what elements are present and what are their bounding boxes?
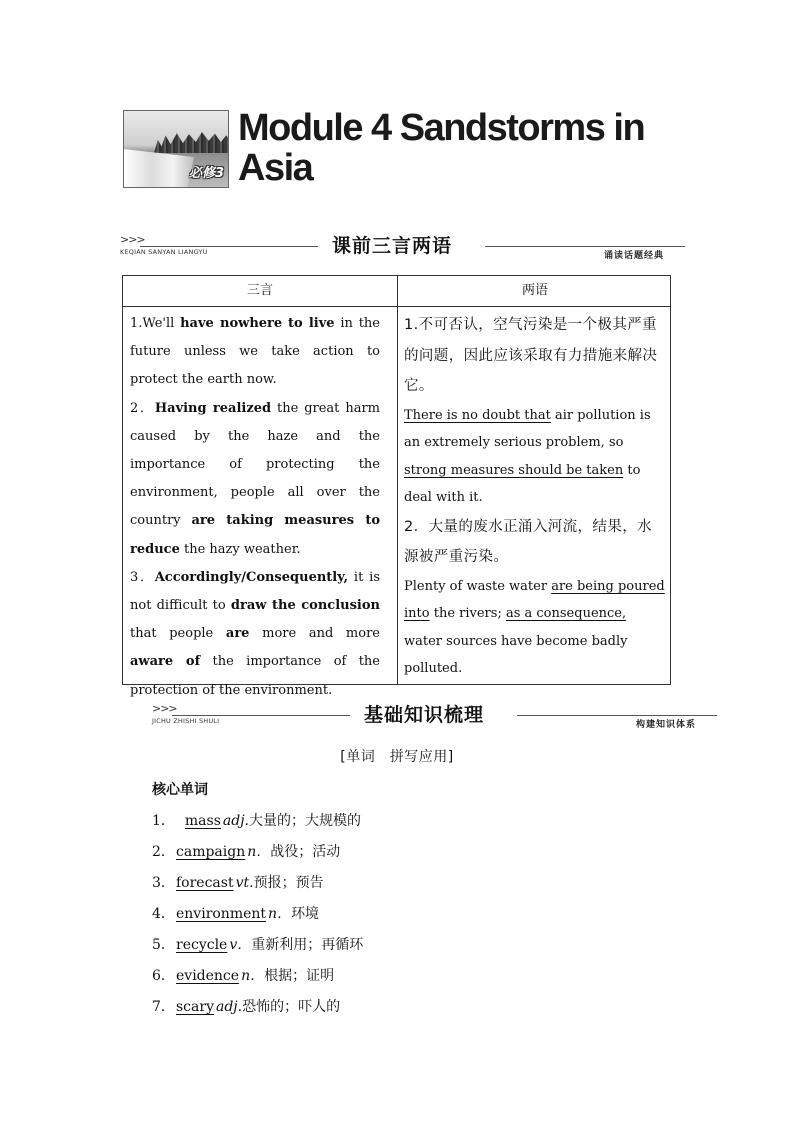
divider-line (485, 246, 685, 247)
table-header-sanyan: 三言 (246, 283, 273, 298)
right-cell-translations (404, 306, 666, 683)
list-item: 3．forecast vt.预报；预告 (152, 875, 324, 891)
english-answer-2: Plenty of waste water are being poured into the rivers; as a consequence, water sources have become badly polluted. (404, 578, 665, 676)
waterfall-graphic (124, 149, 194, 188)
list-item: 4．environment n．环境 (152, 906, 320, 922)
section-subtitle: 构建知识体系 (636, 720, 697, 730)
section-subtitle: 诵读话题经典 (604, 251, 665, 261)
divider-line (517, 715, 717, 716)
section-banner-pre-class (120, 229, 685, 259)
book-badge: 必修3 (188, 166, 224, 181)
list-item: 1． mass adj.大量的；大规模的 (152, 813, 362, 829)
sentence-1: 1.We'll have nowhere to live in the future unless we take action to protect the earth now. (130, 316, 380, 388)
phrase-table (122, 275, 671, 698)
sentence-3: 3．Accordingly/Consequently, it is not difficult to draw the conclusion that people are more and more aware of the importance of the protection of the environment. (130, 569, 380, 698)
section-pinyin: JICHU ZHISHI SHULI (152, 717, 220, 725)
section-heading: 基础知识梳理 (364, 704, 485, 726)
section-pinyin: KEQIAN SANYAN LIANGYU (120, 248, 208, 256)
forest-graphic (154, 131, 229, 153)
english-answer-1: There is no doubt that air pollution is an extremely serious problem, so strong measures should be taken to deal with it. (404, 407, 651, 505)
module-cover-image (123, 110, 229, 188)
section-heading: 课前三言两语 (332, 235, 453, 257)
word-list (152, 808, 652, 1025)
list-item: 5．recycle v．重新利用；再循环 (152, 937, 364, 953)
list-item: 6．evidence n．根据；证明 (152, 968, 335, 984)
table-header-liangyu: 两语 (521, 283, 548, 298)
table-divider (397, 276, 398, 684)
chinese-prompt-1: 1.不可否认，空气污染是一个极其严重的问题，因此应该采取有力措施来解决它。 (404, 317, 658, 394)
chinese-prompt-2: 2．大量的废水正涌入河流，结果，水源被严重污染。 (404, 518, 653, 565)
chevrons-icon: >>> (120, 233, 145, 246)
section-banner-basics (152, 698, 717, 728)
chevrons-icon: >>> (152, 702, 177, 715)
module-title: Module 4 Sandstorms in Asia (238, 107, 645, 189)
left-cell-sentences (130, 310, 380, 705)
divider-line (172, 715, 350, 716)
list-item: 2．campaign n．战役；活动 (152, 844, 341, 860)
core-words-label: 核心单词 (152, 782, 208, 798)
sentence-2: 2．Having realized the great harm caused by the haze and the importance of protecting the environment, people all over the country are taking measures to reduce the hazy weather. (130, 400, 380, 557)
subsection-title: [单词 拼写应用] (340, 749, 454, 765)
divider-line (140, 246, 318, 247)
list-item: 7．scary adj.恐怖的；吓人的 (152, 999, 341, 1015)
